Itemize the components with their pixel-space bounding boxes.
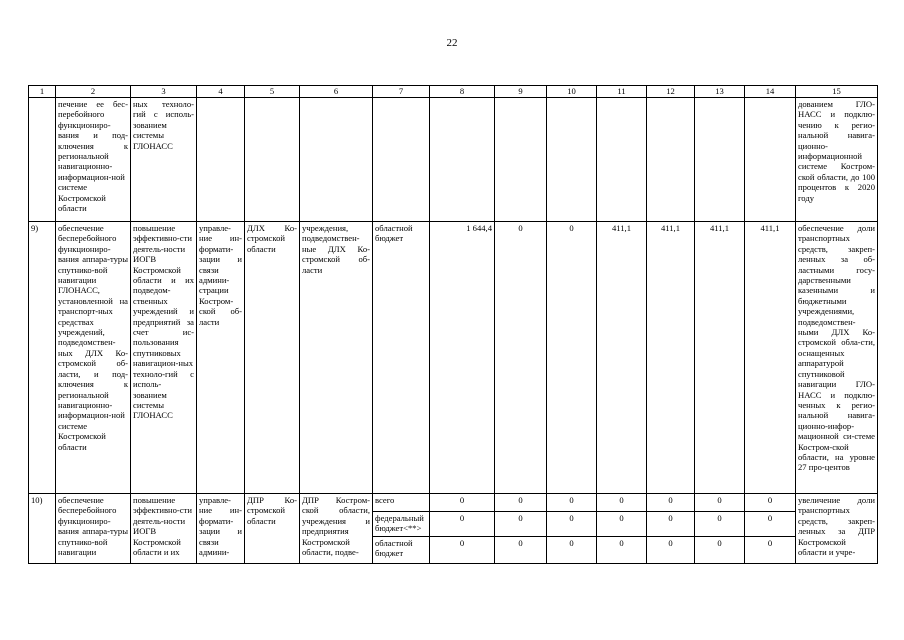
value-cell: 0 xyxy=(597,511,647,536)
col-header: 3 xyxy=(131,86,197,98)
table-cell xyxy=(597,98,647,222)
measure-name-cell xyxy=(56,494,131,564)
value-cell: 0 xyxy=(495,511,547,536)
col-header: 9 xyxy=(495,86,547,98)
indicator-cell: дованием ГЛО-НАСС и подклю-чению к регио-нальной навига-ционно-информационной системе Костром-ской области, до 100 процентов к 2020 году xyxy=(796,98,878,222)
col-header: 12 xyxy=(647,86,695,98)
funding-source-cell: всего xyxy=(373,494,430,512)
row-number-cell: 10) xyxy=(29,494,56,564)
table-cell xyxy=(745,98,796,222)
table-row xyxy=(29,98,878,222)
coordinator-cell xyxy=(197,494,245,564)
value-cell: 0 xyxy=(745,511,796,536)
row-number-cell xyxy=(29,98,56,222)
participants-text: ДПР Костром-ской области, учреждения и предприятия Костромской области, подве- xyxy=(302,495,370,558)
col-header: 11 xyxy=(597,86,647,98)
value-cell: 0 xyxy=(495,494,547,512)
table-cell xyxy=(245,98,300,222)
indicator-cell: обеспечение доли транспортных средств, закреп-ленных за об-ластными госу-дарственными казенными и бюджетными учреждениями, подведомствен-ными ДЛХ Ко-стромской обла-сти, оснащенных аппаратурой спутниковой навигации ГЛО-НАСС и подклю-ченных к регио-нальной навига-ционно-инфор-мационной си-стеме Костром-ской области, на уровне 27 про-центов xyxy=(796,222,878,494)
program-table xyxy=(28,85,878,564)
page-number: 22 xyxy=(446,37,458,49)
value-cell: 0 xyxy=(647,494,695,512)
participants-cell xyxy=(300,494,373,564)
measure-name-text: обеспечение бесперебойного функциониро-вания аппара-туры спутнико-вой навигации xyxy=(58,495,128,558)
col-header: 4 xyxy=(197,86,245,98)
total-value-cell: 1 644,4 xyxy=(430,222,495,494)
indicator-text: увеличение доли транспортных средств, закреп-ленных за ДПР Костромской области и учре- xyxy=(798,495,875,558)
funding-source-cell: областной бюджет xyxy=(373,222,430,494)
col-header: 10 xyxy=(547,86,597,98)
col-header: 14 xyxy=(745,86,796,98)
value-cell: 0 xyxy=(430,494,495,512)
col-header: 15 xyxy=(796,86,878,98)
table-cell xyxy=(430,98,495,222)
responsible-cell xyxy=(245,494,300,564)
goal-text: повышение эффективно-сти деятель-ности ИОГВ Костромской области и их xyxy=(133,495,192,558)
table-cell xyxy=(647,98,695,222)
coordinator-text: управле-ние ин-формати-зации и связи админи- xyxy=(199,495,242,558)
value-cell: 0 xyxy=(430,511,495,536)
value-cell: 411,1 xyxy=(647,222,695,494)
value-cell: 0 xyxy=(745,536,796,563)
coordinator-cell: управле-ние ин-формати-зации и связи админи-страции Костром-ской об-ласти xyxy=(197,222,245,494)
funding-source-cell: федеральный бюджет<**> xyxy=(373,511,430,536)
value-cell: 0 xyxy=(597,494,647,512)
responsible-cell: ДЛХ Ко-стромской области xyxy=(245,222,300,494)
col-header: 5 xyxy=(245,86,300,98)
table-cell xyxy=(495,98,547,222)
value-cell: 0 xyxy=(495,536,547,563)
table-cell xyxy=(300,98,373,222)
col-header: 1 xyxy=(29,86,56,98)
table-cell xyxy=(695,98,745,222)
col-header: 13 xyxy=(695,86,745,98)
value-cell: 0 xyxy=(695,511,745,536)
value-cell: 0 xyxy=(695,494,745,512)
table-row xyxy=(29,494,878,512)
value-cell: 0 xyxy=(695,536,745,563)
goal-cell: повышение эффективно-сти деятель-ности ИОГВ Костромской области и их подведом-ственных учреждений и предприятий за счет ис-пользования спутниковых навигацион-ных техноло-гий с исполь-зованием системы ГЛОНАСС xyxy=(131,222,197,494)
value-cell: 0 xyxy=(495,222,547,494)
value-cell: 0 xyxy=(547,222,597,494)
value-cell: 0 xyxy=(547,511,597,536)
table-row xyxy=(29,222,878,494)
col-header: 2 xyxy=(56,86,131,98)
header-row xyxy=(29,86,878,98)
measure-name-cell: обеспечение бесперебойного функциониро-вания аппара-туры спутнико-вой навигации ГЛОНАСС, установленной на транспорт-ных средствах учреждений, подведомствен-ных ДЛХ Ко-стромской об-ласти, и под-ключения к региональной навигационно-информацион-ной системе Костромской области xyxy=(56,222,131,494)
participants-cell: учреждения, подведомствен-ные ДЛХ Ко-стромской об-ласти xyxy=(300,222,373,494)
responsible-text: ДПР Ко-стромской области xyxy=(247,495,297,526)
col-header: 7 xyxy=(373,86,430,98)
goal-cell: ных техноло-гий с исполь-зованием системы ГЛОНАСС xyxy=(131,98,197,222)
table-cell xyxy=(373,98,430,222)
value-cell: 0 xyxy=(647,536,695,563)
table-cell xyxy=(197,98,245,222)
col-header: 6 xyxy=(300,86,373,98)
value-cell: 0 xyxy=(547,494,597,512)
value-cell: 0 xyxy=(647,511,695,536)
table-cell xyxy=(547,98,597,222)
value-cell: 0 xyxy=(597,536,647,563)
value-cell: 0 xyxy=(547,536,597,563)
goal-cell xyxy=(131,494,197,564)
value-cell: 411,1 xyxy=(695,222,745,494)
row-number-cell: 9) xyxy=(29,222,56,494)
value-cell: 411,1 xyxy=(597,222,647,494)
value-cell: 0 xyxy=(745,494,796,512)
funding-source-cell: областной бюджет xyxy=(373,536,430,563)
value-cell: 0 xyxy=(430,536,495,563)
col-header: 8 xyxy=(430,86,495,98)
measure-name-cell: печение ее бес-перебойного функциониро-вания и под-ключения к региональной навигационно-информацион-ной системе Костромской области xyxy=(56,98,131,222)
value-cell: 411,1 xyxy=(745,222,796,494)
indicator-cell xyxy=(796,494,878,564)
